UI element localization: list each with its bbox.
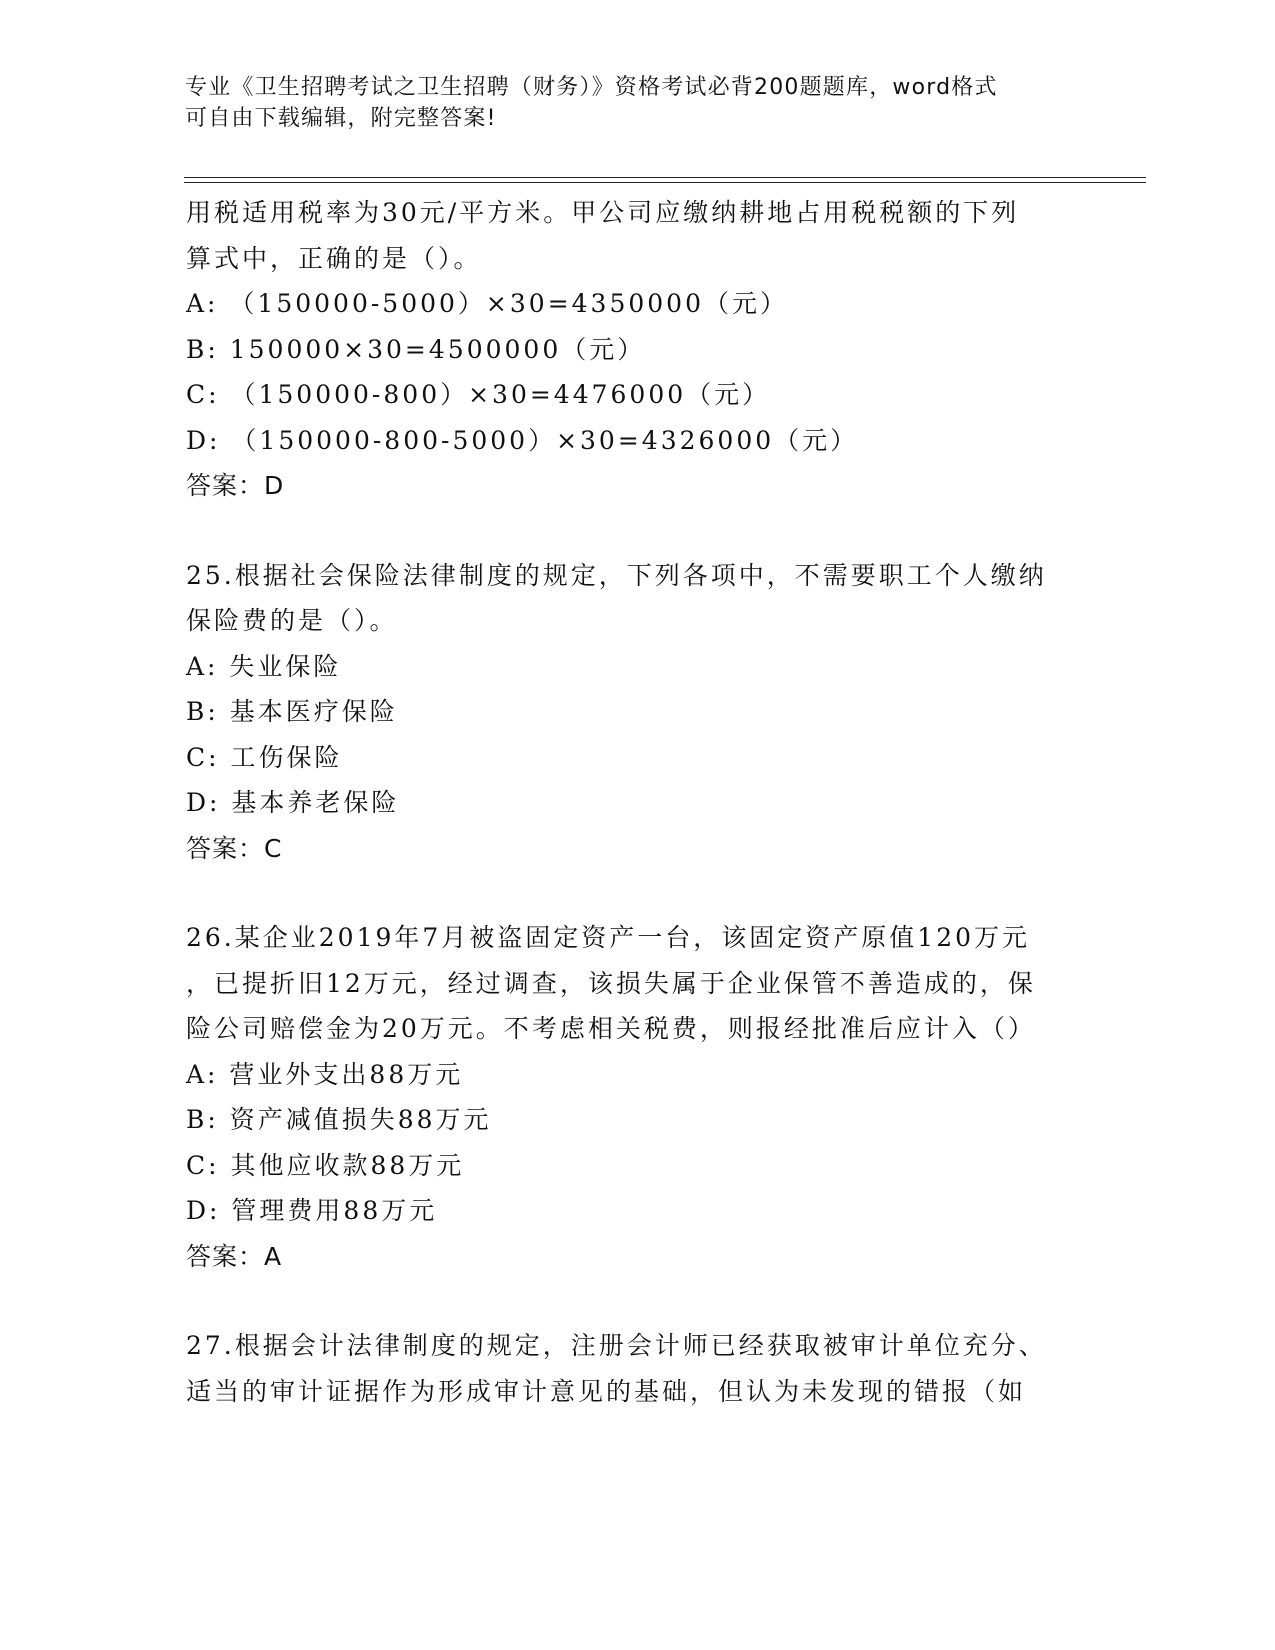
answer-line: 答案：C xyxy=(186,833,283,863)
question-content xyxy=(186,190,1086,1414)
question-27 xyxy=(186,1323,1086,1414)
option-c: C: 其他应收款88万元 xyxy=(186,1150,465,1180)
option-d: D: 管理费用88万元 xyxy=(186,1196,438,1225)
question-text-line: 27.根据会计法律制度的规定，注册会计师已经获取被审计单位充分、 xyxy=(186,1331,1047,1360)
question-text-line: 适当的审计证据作为形成审计意见的基础，但认为未发现的错报（如 xyxy=(186,1376,1027,1406)
header-divider-bottom xyxy=(184,182,1146,183)
option-d: D: （150000-800-5000）×30=4326000（元） xyxy=(186,425,859,455)
spacer xyxy=(186,1279,1086,1323)
spacer xyxy=(186,871,1086,915)
question-text-line: 用税适用税率为30元/平方米。甲公司应缴纳耕地占用税税额的下列 xyxy=(186,198,1020,227)
header-line-2: 可自由下载编辑，附完整答案! xyxy=(185,106,497,131)
spacer xyxy=(186,509,1086,553)
option-b: B: 资产减值损失88万元 xyxy=(186,1105,492,1134)
option-c: C: （150000-800）×30=4476000（元） xyxy=(186,380,771,409)
question-text-line: 险公司赔偿金为20万元。不考虑相关税费，则报经批准后应计入（） xyxy=(186,1014,1036,1043)
answer-line: 答案：A xyxy=(186,1241,283,1271)
option-a: A: （150000-5000）×30=4350000（元） xyxy=(186,289,788,318)
question-25 xyxy=(186,553,1086,872)
question-text-line: 算式中，正确的是（）。 xyxy=(186,243,482,273)
answer-line: 答案：D xyxy=(186,471,285,500)
header-divider-top xyxy=(184,177,1146,178)
document-header xyxy=(185,72,1085,134)
question-text-line: ，已提折旧12万元，经过调查，该损失属于企业保管不善造成的，保 xyxy=(186,968,1036,998)
question-26 xyxy=(186,915,1086,1279)
option-b: B: 150000×30=4500000（元） xyxy=(186,334,646,364)
header-line-1: 专业《卫生招聘考试之卫生招聘（财务）》资格考试必背200题题库，word格式 xyxy=(185,75,998,100)
option-b: B: 基本医疗保险 xyxy=(186,697,398,726)
question-text-line: 保险费的是（）。 xyxy=(186,606,398,635)
question-text-line: 26.某企业2019年7月被盗固定资产一台，该固定资产原值120万元 xyxy=(186,923,1031,952)
question-text-line: 25.根据社会保险法律制度的规定，下列各项中，不需要职工个人缴纳 xyxy=(186,560,1047,590)
option-c: C: 工伤保险 xyxy=(186,742,343,772)
option-d: D: 基本养老保险 xyxy=(186,788,400,817)
question-24 xyxy=(186,190,1086,509)
option-a: A: 营业外支出88万元 xyxy=(186,1059,464,1089)
option-a: A: 失业保险 xyxy=(186,651,342,681)
